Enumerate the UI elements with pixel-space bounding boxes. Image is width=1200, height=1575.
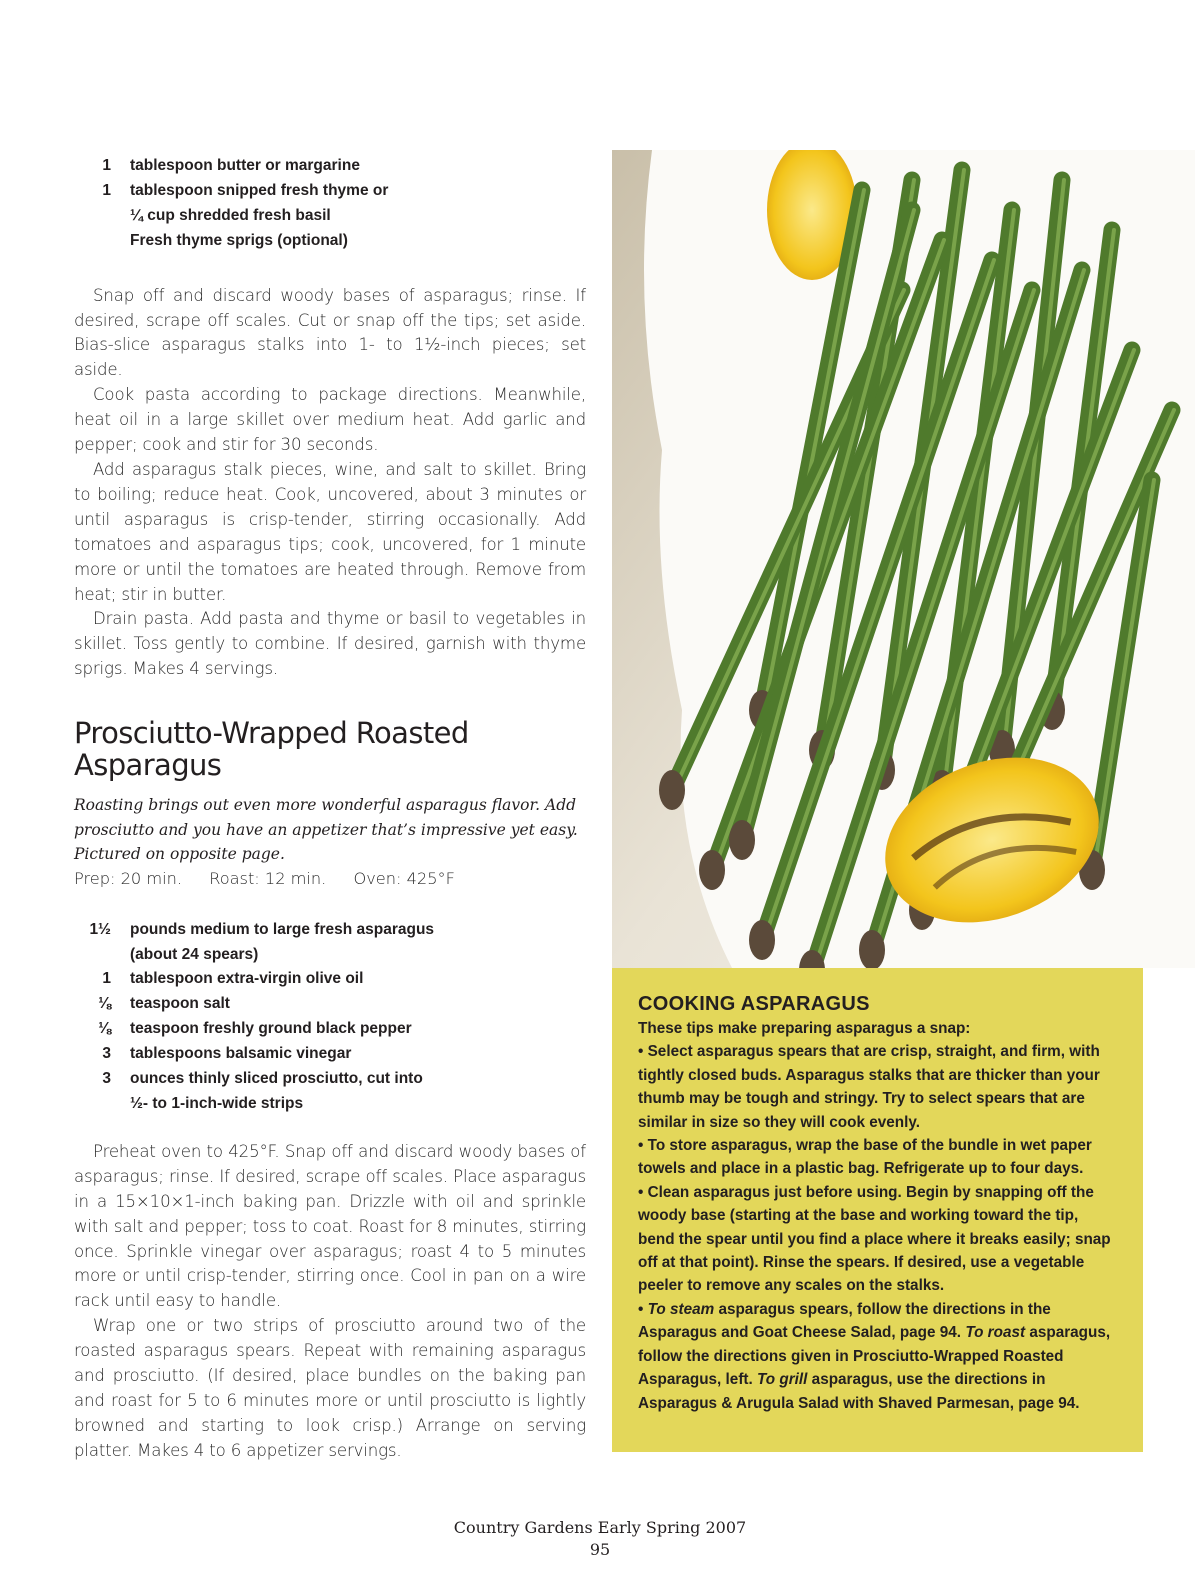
ingredient-item: 1 tablespoon butter or margarine <box>102 157 360 174</box>
direction-paragraph: Preheat oven to 425°F. Snap off and discard woody bases of asparagus; rinse. If desired, scrape off scales. Place asparagus in a 15×10×1-inch baking pan. Drizzle with oil and sprinkle with salt and pepper; toss to coat. Roast for 8 minutes, stirring once. Sprinkle vinegar over asparagus; roast 4 to 5 minutes more or until crisp-tender, stirring once. Cool in pan on a wire rack until easy to handle. <box>74 1141 586 1311</box>
ingredient-item: 3 ounces thinly sliced prosciutto, cut into <box>102 1070 423 1088</box>
prep-time: Prep: 20 min. <box>74 868 183 888</box>
asparagus-photo <box>612 150 1195 968</box>
direction-paragraph: Wrap one or two strips of prosciutto around two of the roasted asparagus spears. Repeat with remaining asparagus and prosciutto. (If desired, place bundles on the baking pan and roast for 5 to 6 minutes more or until prosciutto is lightly browned and starting to look crisp.) Arrange on serving platter. Makes 4 to 6 appetizer servings. <box>74 1316 586 1460</box>
ingredient-item: 1 tablespoon snipped fresh thyme or <box>102 181 389 199</box>
recipe-directions <box>74 1140 586 1464</box>
top-ingredient-list <box>74 154 586 254</box>
ingredient-item: ⅛ teaspoon salt <box>98 995 230 1013</box>
ingredient-item: Fresh thyme sprigs (optional) <box>130 231 348 249</box>
sidebar-tip: • Select asparagus spears that are crisp, straight, and firm, with tightly closed buds. Asparagus stalks that are thicker than your thumb may be tough and stringy. Try to select spears that are similar in size so they will cook evenly. <box>638 1043 1100 1131</box>
asparagus-photo-illustration <box>612 150 1195 968</box>
oven-temp: Oven: 425°F <box>353 868 455 888</box>
ingredient-item: ⅛ teaspoon freshly ground black pepper <box>98 1020 412 1038</box>
ingredient-item: ¼ cup shredded fresh basil <box>130 206 331 224</box>
direction-paragraph: Cook pasta according to package directions. Meanwhile, heat oil in a large skillet over medium heat. Add garlic and pepper; cook and stir for 30 seconds. <box>74 385 586 455</box>
asparagus-tip <box>659 770 685 810</box>
left-column <box>74 154 586 1464</box>
sidebar-tip: • Clean asparagus just before using. Begin by snapping off the woody base (starting at the base and working toward the tip, bend the spear until you find a place where it breaks easily; snap off at that point). Rinse the spears. If desired, use a vegetable peeler to remove any scales on the stalks. <box>638 1183 1111 1295</box>
sidebar-lead: These tips make preparing asparagus a snap: <box>638 1020 971 1037</box>
steam-label: To steam <box>647 1300 715 1318</box>
sidebar-title: COOKING ASPARAGUS <box>638 993 870 1015</box>
top-directions <box>74 284 586 683</box>
direction-paragraph: Add asparagus stalk pieces, wine, and salt to skillet. Bring to boiling; reduce heat. Cook, uncovered, about 3 minutes or until asparagus is crisp-tender, stirring occasionally. Add tomatoes and asparagus tips; cook, uncovered, for 1 minute more or until the tomatoes are heated through. Remove from heat; stir in butter. <box>74 459 586 604</box>
asparagus-tip <box>699 850 725 890</box>
sidebar-tip: • To steam asparagus spears, follow the directions in the Asparagus and Goat Cheese Salad, page 94. To roast asparagus, follow the directions given in Prosciutto-Wrapped Roasted Asparagus, left. To grill asparagus, use the directions in Asparagus & Arugula Salad with Shaved Parmesan, page 94. <box>638 1300 1111 1412</box>
cooking-asparagus-sidebar <box>612 968 1143 1452</box>
asparagus-tip <box>729 820 755 860</box>
ingredient-item: (about 24 spears) <box>130 945 259 963</box>
ingredient-item: 3 tablespoons balsamic vinegar <box>102 1045 352 1063</box>
roast-label: To roast <box>965 1324 1026 1342</box>
grill-label: To grill <box>757 1371 808 1389</box>
ingredient-item: ½- to 1-inch-wide strips <box>130 1094 304 1112</box>
footer-page-number: 95 <box>589 1540 611 1559</box>
asparagus-tip <box>749 920 775 960</box>
recipe-intro: Roasting brings out even more wonderful asparagus flavor. Add prosciutto and you have an appetizer that’s impressive yet easy. Pictured on opposite page. <box>74 796 578 864</box>
direction-paragraph: Drain pasta. Add pasta and thyme or basil to vegetables in skillet. Toss gently to combine. If desired, garnish with thyme sprigs. Makes 4 servings. <box>74 609 586 679</box>
ingredient-item: 1½ pounds medium to large fresh asparagus <box>89 920 435 938</box>
direction-paragraph: Snap off and discard woody bases of asparagus; rinse. If desired, scrape off scales. Cut or snap off the tips; set aside. Bias-slice asparagus stalks into 1- to 1½-inch pieces; set aside. <box>74 285 586 380</box>
ingredient-item: 1 tablespoon extra-virgin olive oil <box>102 970 364 988</box>
recipe-ingredient-list <box>74 918 586 1117</box>
roast-time: Roast: 12 min. <box>209 868 327 888</box>
footer-publication: Country Gardens Early Spring 2007 <box>453 1518 747 1537</box>
sidebar-tip: • To store asparagus, wrap the base of the bundle in wet paper towels and place in a plastic bag. Refrigerate up to four days. <box>638 1137 1092 1178</box>
recipe-times <box>74 867 586 891</box>
recipe-title: Prosciutto-Wrapped Roasted Asparagus <box>74 716 469 783</box>
